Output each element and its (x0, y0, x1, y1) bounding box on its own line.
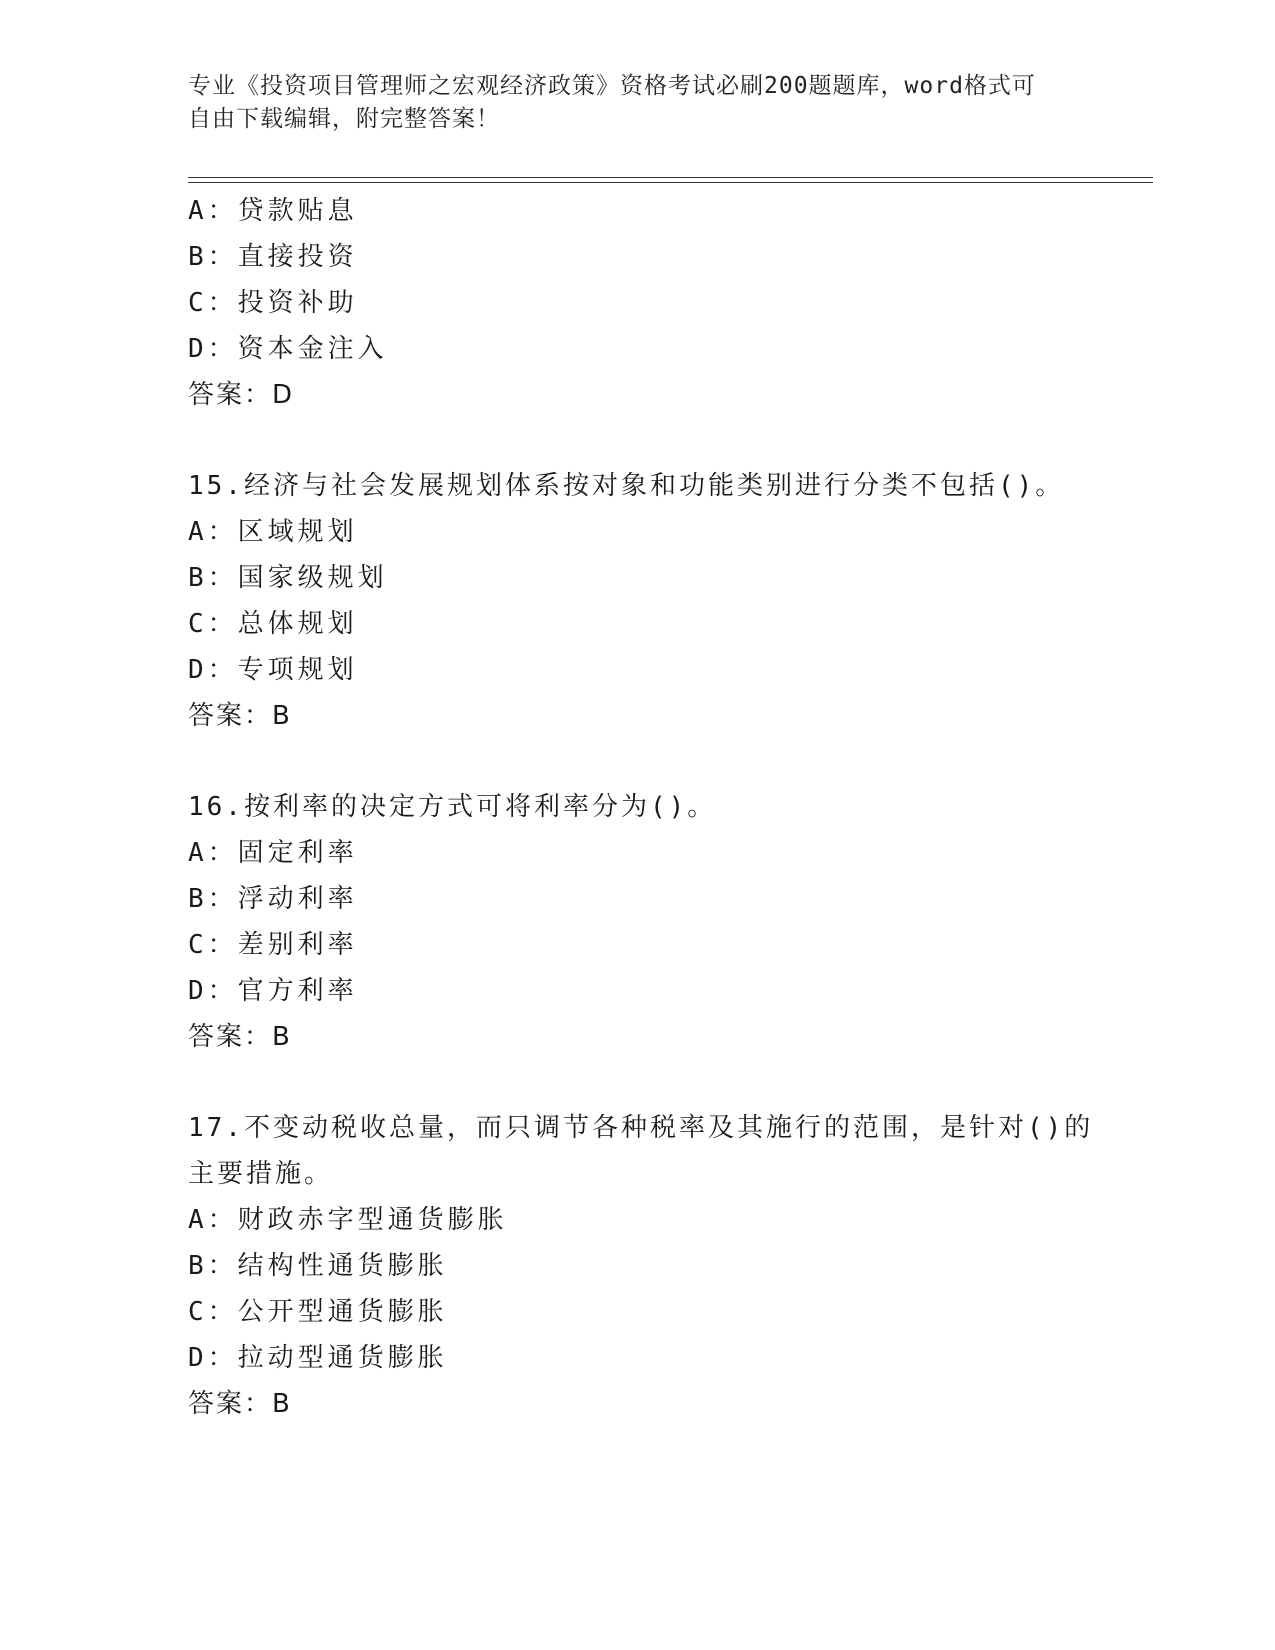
correct-answer: 答案：B (188, 1389, 292, 1419)
header-title-line-2: 自由下载编辑，附完整答案！ (188, 106, 500, 132)
answer-option: D：拉动型通货膨胀 (188, 1343, 448, 1373)
question-gap (188, 418, 1148, 463)
correct-answer: 答案：D (188, 380, 295, 410)
question-block (188, 188, 1148, 418)
correct-answer: 答案：B (188, 701, 292, 731)
answer-option: C：投资补助 (188, 288, 358, 318)
question-block (188, 1105, 1148, 1427)
answer-option: C：差别利率 (188, 930, 358, 960)
question-stem: 17.不变动税收总量，而只调节各种税率及其施行的范围，是针对()的 (188, 1113, 1094, 1143)
question-block (188, 784, 1148, 1060)
answer-option: A：财政赤字型通货膨胀 (188, 1205, 508, 1235)
answer-option: C：公开型通货膨胀 (188, 1297, 448, 1327)
question-stem: 主要措施。 (188, 1159, 334, 1189)
question-stem: 15.经济与社会发展规划体系按对象和功能类别进行分类不包括()。 (188, 471, 1065, 501)
question-gap (188, 739, 1148, 784)
answer-option: D：资本金注入 (188, 334, 388, 364)
header-divider-bottom (188, 182, 1153, 183)
header-title-line-1: 专业《投资项目管理师之宏观经济政策》资格考试必刷200题题库，word格式可 (188, 73, 1036, 99)
answer-option: D：官方利率 (188, 976, 358, 1006)
question-block (188, 463, 1148, 739)
answer-option: C：总体规划 (188, 609, 358, 639)
answer-option: B：直接投资 (188, 242, 358, 272)
question-gap (188, 1060, 1148, 1105)
correct-answer: 答案：B (188, 1022, 292, 1052)
answer-option: D：专项规划 (188, 655, 358, 685)
answer-option: A：区域规划 (188, 517, 358, 547)
answer-option: B：结构性通货膨胀 (188, 1251, 448, 1281)
answer-option: A：固定利率 (188, 838, 358, 868)
header-divider-top (188, 177, 1153, 178)
answer-option: A：贷款贴息 (188, 196, 358, 226)
question-stem: 16.按利率的决定方式可将利率分为()。 (188, 792, 717, 822)
answer-option: B：国家级规划 (188, 563, 388, 593)
document-header (188, 70, 1088, 136)
answer-option: B：浮动利率 (188, 884, 358, 914)
question-list (188, 188, 1148, 1427)
